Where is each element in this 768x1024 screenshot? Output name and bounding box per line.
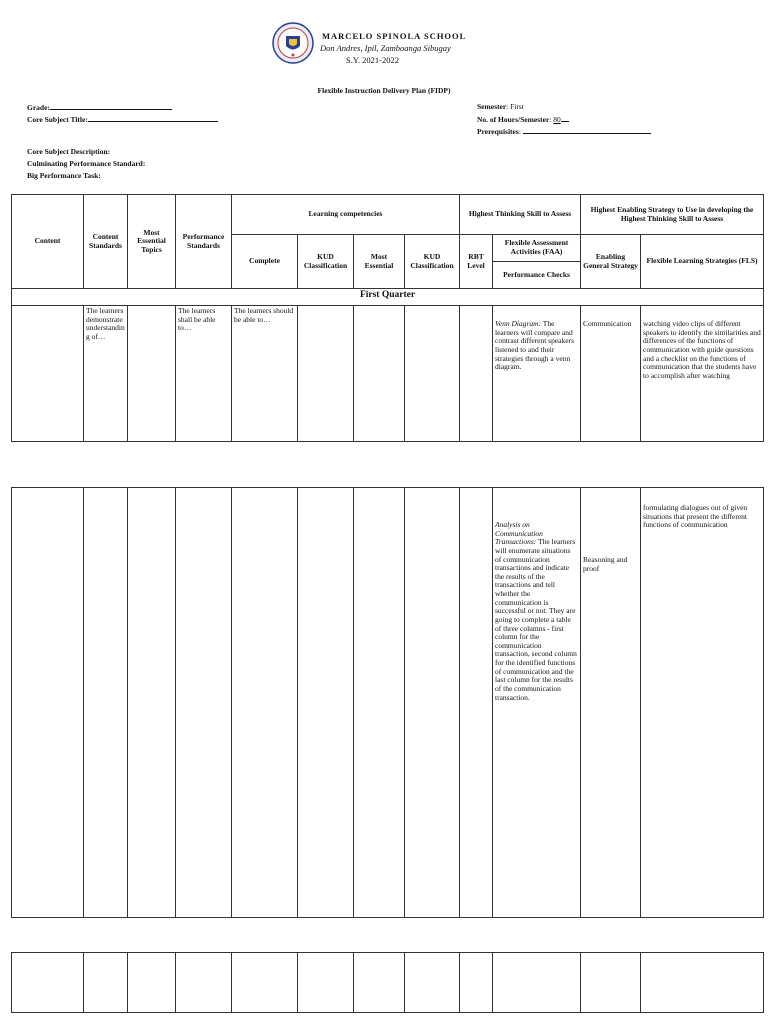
core-subject-title-field: [27, 114, 218, 124]
table-row: [12, 306, 764, 442]
table-row: [12, 488, 764, 918]
cell-content-standards: [84, 953, 128, 1013]
cell-complete: [232, 488, 298, 918]
semester-value: : First: [506, 102, 524, 111]
cell-fls: watching video clips of different speakers to identify the similarities and differences of the functions of communication with guide questions and a checklist on the functions of communication that the students have to accomplish after watching: [641, 306, 764, 442]
cell-faa: [493, 488, 581, 918]
hours-field: No. of Hours/Semester: 80: [477, 114, 569, 124]
grade-field: [27, 102, 172, 112]
faa-title: Venn Diagram:: [495, 319, 542, 328]
cell-kud-2: [405, 306, 460, 442]
cell-kud-1: [298, 488, 354, 918]
cell-kud-1: [298, 306, 354, 442]
cell-content-standards: [84, 488, 128, 918]
hours-value: 80: [553, 115, 561, 124]
school-name: MARCELO SPINOLA SCHOOL: [322, 31, 467, 41]
cell-complete: [232, 953, 298, 1013]
header-rbt-level: RBT Level: [460, 235, 493, 289]
header-complete: Complete: [232, 235, 298, 289]
prerequisites-label: Prerequisites: [477, 127, 519, 136]
cell-faa: [493, 306, 581, 442]
header-learning-competencies: Learning competencies: [232, 195, 460, 235]
semester-field: [477, 102, 524, 111]
header-kud-classification-2: KUD Classification: [405, 235, 460, 289]
header-enabling-general-strategy: Enabling General Strategy: [581, 235, 641, 289]
header-most-essential: Most Essential: [354, 235, 405, 289]
core-subject-description-label: Core Subject Description:: [27, 147, 111, 156]
header-performance-standards: Performance Standards: [176, 195, 232, 289]
cell-enabling-strategy: Communication: [581, 306, 641, 442]
cell-most-essential-topics: [128, 306, 176, 442]
cell-most-essential: [354, 488, 405, 918]
quarter-label: First Quarter: [12, 289, 764, 306]
cell-most-essential: [354, 306, 405, 442]
cell-content-standards: The learners demonstrate understanding of…: [84, 306, 128, 442]
cell-performance-standards: The learners shall be able to…: [176, 306, 232, 442]
faa-text: The learners will enumerate situations of communication transactions and indicate the results of the transactions and tell whether the communication is successful or not. They are going to complete a table of three columns - first column for the communication transaction, second column for the identified functions of communication and the last column for the results of the communication transaction.: [495, 537, 577, 702]
header-fls: Flexible Learning Strategies (FLS): [641, 235, 764, 289]
cell-performance-standards: [176, 953, 232, 1013]
header-highest-enabling-strategy: Highest Enabling Strategy to Use in developing the Highest Thinking Skill to Assess: [581, 195, 764, 235]
core-subject-title-label: Core Subject Title:: [27, 115, 88, 124]
cell-most-essential-topics: [128, 488, 176, 918]
table-row: [12, 953, 764, 1013]
cell-most-essential: [354, 953, 405, 1013]
cell-content: [12, 953, 84, 1013]
header-content-standards: Content Standards: [84, 195, 128, 289]
cell-fls: formulating dialogues out of given situations that present the different functions of communication: [641, 488, 764, 918]
cell-complete: The learners should be able to…: [232, 306, 298, 442]
cell-rbt: [460, 488, 493, 918]
school-seal-icon: [272, 22, 314, 64]
cell-rbt: [460, 306, 493, 442]
hours-label: No. of Hours/Semester: [477, 115, 550, 124]
school-year: S.Y. 2021-2022: [346, 55, 399, 65]
cell-kud-1: [298, 953, 354, 1013]
fidp-table-continued: [11, 487, 764, 918]
school-address: Don Andres, Ipil, Zamboanga Sibugay: [320, 43, 451, 53]
fidp-table-next: [11, 952, 764, 1013]
cell-kud-2: [405, 488, 460, 918]
grade-label: Grade:: [27, 103, 50, 112]
cell-fls: [641, 953, 764, 1013]
cell-performance-standards: [176, 488, 232, 918]
prerequisites-field: Prerequisites:: [477, 126, 651, 136]
header-highest-thinking-skill: Highest Thinking Skill to Assess: [460, 195, 581, 235]
header-content: Content: [12, 195, 84, 289]
cell-rbt: [460, 953, 493, 1013]
faa-text: The learners will compare and contrast different speakers listened to and their strategies through a venn diagram.: [495, 319, 575, 372]
culminating-standard-label: Culminating Performance Standard:: [27, 159, 146, 168]
fidp-table-main: [11, 194, 764, 442]
cell-most-essential-topics: [128, 953, 176, 1013]
header-performance-checks: Performance Checks: [493, 262, 581, 289]
faa-title: Analysis on Communication Transactions:: [495, 520, 543, 547]
cell-content: [12, 488, 84, 918]
semester-label: Semester: [477, 102, 507, 111]
big-performance-task-label: Big Performance Task:: [27, 171, 101, 180]
cell-enabling-strategy: [581, 953, 641, 1013]
header-kud-classification-1: KUD Classification: [298, 235, 354, 289]
plan-title: Flexible Instruction Delivery Plan (FIDP): [317, 86, 451, 95]
header-most-essential-topics: Most Essential Topics: [128, 195, 176, 289]
cell-content: [12, 306, 84, 442]
cell-faa: [493, 953, 581, 1013]
cell-kud-2: [405, 953, 460, 1013]
header-faa: Flexible Assessment Activities (FAA): [493, 235, 581, 262]
cell-enabling-strategy: Reasoning and proof: [581, 488, 641, 918]
